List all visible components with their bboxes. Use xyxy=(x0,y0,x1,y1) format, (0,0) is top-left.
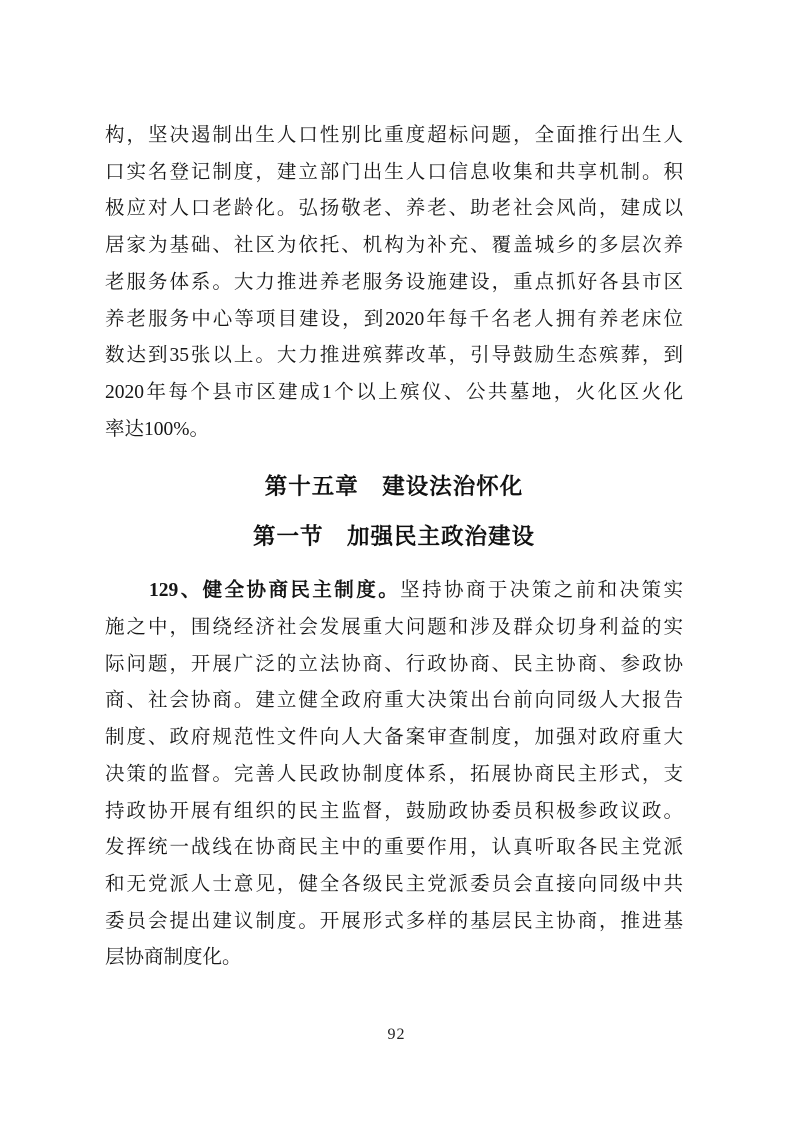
text-line: 决策的监督。完善人民政协制度体系，拓展协商民主形式，支 xyxy=(105,763,683,785)
text-line: 2020年每个县市区建成1个以上殡仪、公共墓地，火化区火化 xyxy=(105,381,683,403)
text-line: 和无党派人士意见，健全各级民主党派委员会直接向同级中共 xyxy=(105,873,683,895)
text-line: 口实名登记制度，建立部门出生人口信息收集和共享机制。积 xyxy=(105,161,683,183)
text-line: 数达到35张以上。大力推进殡葬改革，引导鼓励生态殡葬，到 xyxy=(105,345,683,367)
text-line: 际问题，开展广泛的立法协商、行政协商、民主协商、参政协 xyxy=(105,653,683,675)
text-line: 商、社会协商。建立健全政府重大决策出台前向同级人大报告 xyxy=(105,690,683,712)
chapter-heading: 第十五章 建设法治怀化 xyxy=(264,474,524,500)
text-line: 居家为基础、社区为依托、机构为补充、覆盖城乡的多层次养 xyxy=(105,235,683,257)
text-line: 老服务体系。大力推进养老服务设施建设，重点抓好各县市区 xyxy=(105,271,683,293)
paragraph-lead-rest: 坚持协商于决策之前和决策实 xyxy=(400,580,683,602)
paragraph-lead: 129、健全协商民主制度。 xyxy=(149,580,401,602)
text-line: 极应对人口老龄化。弘扬敬老、养老、助老社会风尚，建成以 xyxy=(105,198,683,220)
text-line: 发挥统一战线在协商民主中的重要作用，认真听取各民主党派 xyxy=(105,837,683,859)
text-line: 委员会提出建议制度。开展形式多样的基层民主协商，推进基 xyxy=(105,910,683,932)
text-line xyxy=(105,573,683,610)
text-line: 施之中，围绕经济社会发展重大问题和涉及群众切身利益的实 xyxy=(105,617,683,639)
paragraph-consultative-democracy xyxy=(105,573,683,977)
section-heading: 第一节 加强民主政治建设 xyxy=(252,524,535,550)
text-line: 制度、政府规范性文件向人大备案审查制度，加强对政府重大 xyxy=(105,727,683,749)
page-number: 92 xyxy=(387,1026,406,1043)
text-line: 率达100%。 xyxy=(105,418,209,440)
text-line: 持政协开展有组织的民主监督，鼓励政协委员积极参政议政。 xyxy=(105,800,683,822)
text-block xyxy=(105,118,683,977)
text-line: 构，坚决遏制出生人口性别比重度超标问题，全面推行出生人 xyxy=(105,125,683,146)
text-line: 养老服务中心等项目建设，到2020年每千名老人拥有养老床位 xyxy=(105,308,683,330)
paragraph-population xyxy=(105,118,683,448)
text-line: 层协商制度化。 xyxy=(105,947,242,969)
